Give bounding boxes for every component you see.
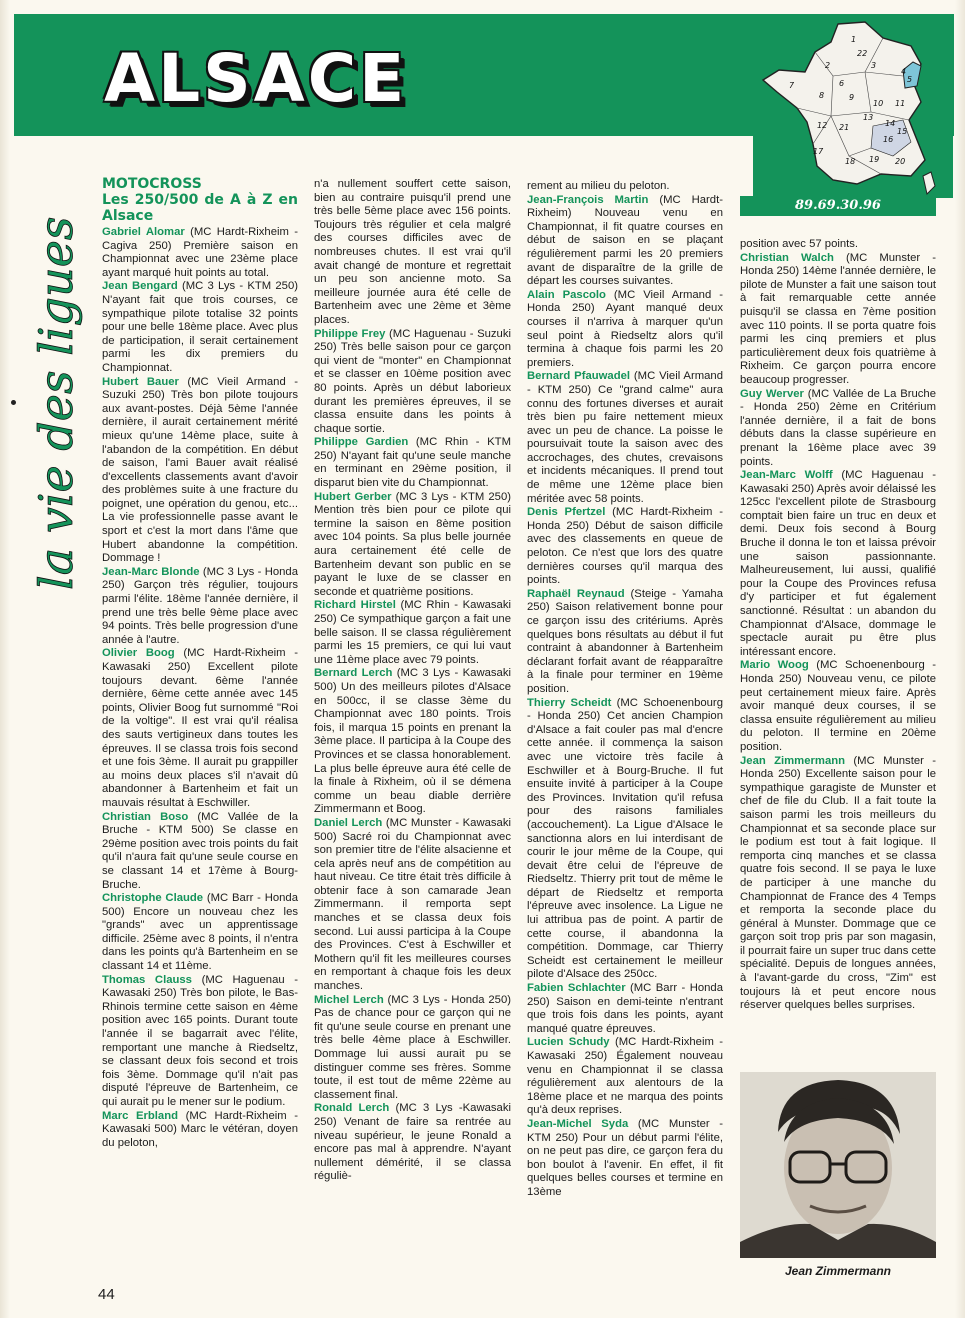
svg-text:21: 21 [839, 123, 850, 132]
rider-name: Philippe Gardien [314, 436, 409, 449]
rider-name: Christophe Claude [102, 892, 204, 905]
side-script-title [30, 180, 94, 600]
rider-name: Hubert Gerber [314, 490, 392, 503]
margin-dot [11, 400, 16, 405]
rider-entry [740, 388, 936, 470]
svg-text:1: 1 [851, 35, 857, 44]
rider-name: Raphaël Reynaud [527, 587, 625, 600]
rider-name: Mario Woog [740, 659, 809, 672]
rider-text: (MC Vallée de La Bruche - Honda 250) 2ème en Critérium l'année dernière, il a fait de bons débuts dans la classe supérieure en prenant la 16ème place avec 39 points. [740, 387, 936, 468]
rider-entry [102, 811, 298, 893]
svg-text:13: 13 [863, 113, 874, 122]
rider-entry [740, 238, 936, 252]
svg-text:18: 18 [845, 157, 856, 166]
rider-text: (MC 3 Lys - Honda 250) Pas de chance pour ce garçon qui ne fit qu'une seule course en prenant une très belle 4ème place à Eschwiller. Dommage lui aussi aurait pu se distinguer comme ses frères. Somme toute, il est tout de même 22ème au classement final. [314, 993, 511, 1101]
phone-number: 89.69.30.96 [740, 196, 936, 216]
rider-text: (MC Barr - Honda 500) Encore un nouveau chez les "grands" avec un apprentissage difficile. 25ème avec 8 points, il n'entra dans les points qu'à Bartenheim en se classant 14 et 11ème. [102, 892, 298, 973]
rider-entry [740, 252, 936, 388]
rider-name: Jean-François Martin [527, 193, 649, 206]
rider-text: (MC Schoenenbourg - Honda 250) Nouveau venu, ce pilote peut certainement mieux faire. Après avoir manqué deux courses, il se classa ensuite régulièrement au milieu du peloton. Il termine en 20ème position. [740, 659, 936, 753]
rider-entry [102, 892, 298, 974]
column-1 [102, 176, 298, 1150]
rider-entry [527, 370, 723, 506]
rider-name: Philippe Frey [314, 327, 386, 340]
rider-entry [314, 178, 511, 328]
svg-text:15: 15 [897, 127, 908, 136]
rider-name: Olivier Boog [102, 647, 175, 660]
svg-text:14: 14 [885, 119, 896, 128]
rider-name: Denis Pfertzel [527, 506, 606, 519]
svg-text:16: 16 [883, 135, 894, 144]
column-3 [527, 180, 723, 1200]
photo-caption: Jean Zimmermann [784, 1264, 892, 1278]
rider-name: Bernard Lerch [314, 667, 393, 680]
rider-entry [527, 982, 723, 1036]
svg-text:19: 19 [869, 155, 880, 164]
rider-entry [102, 1110, 298, 1151]
svg-text:20: 20 [895, 157, 906, 166]
rider-name: Michel Lerch [314, 993, 384, 1006]
svg-text:8: 8 [819, 91, 825, 100]
rider-name: Jean Zimmermann [740, 754, 846, 767]
rider-entry [102, 566, 298, 648]
rider-entry [314, 599, 511, 667]
rider-name: Ronald Lerch [314, 1102, 390, 1115]
svg-text:12: 12 [817, 121, 828, 130]
rider-text: (MC 3 Lys -Kawasaki 250) Venant de faire sa rentrée au niveau supérieur, le jeune Ronald a encore pas mal à apprendre. N'ayant nullement démérité, il se classa réguliè- [314, 1102, 511, 1183]
rider-name: Fabien Schlachter [527, 982, 626, 995]
rider-name: Thierry Scheidt [527, 696, 612, 709]
svg-text:2: 2 [825, 61, 831, 70]
rider-text: (MC 3 Lys - KTM 250) N'ayant fait que trois courses, ce sympathique pilote totalise 32 points pour une belle 18ème place. Avec plus de participation, il serait certainement parmi les dix premiers du Championnat. [102, 280, 298, 374]
rider-name: Lucien Schudy [527, 1036, 610, 1049]
rider-entry [102, 226, 298, 280]
svg-text:7: 7 [789, 81, 795, 90]
rider-text: (MC Hardt-Rixheim -Cagiva 250) Première saison en Championnat avec une 23ème place ayant marqué huit points au total. [102, 226, 298, 279]
rider-name: Thomas Clauss [102, 973, 192, 986]
side-script-text: la vie des ligues [30, 216, 83, 590]
rider-text: (MC Barr - Honda 250) Saison en demi-teinte n'entrant que trois fois dans les points, ayant manqué quatre épreuves. [527, 982, 723, 1035]
rider-entry [314, 667, 511, 817]
script-lettering-icon [30, 180, 94, 600]
rider-text: (MC Rhin - KTM 250) N'ayant fait qu'une seule manche en terminant en 29ème position, il disparut bien vite du Championnat. [314, 436, 511, 490]
rider-text: (MC Hardt-Rixheim - Kawasaki 250) Également nouveau venu en Championnat il se classa régulièrement aux alentours de la 18ème place et ne marqua des points qu'à deux reprises. [527, 1036, 723, 1117]
rider-text: (MC Hardt-Rixheim - Honda 250) Début de saison difficile avec des classements en queue de peloton. Ce n'est que lors des quatre dernières courses qu'il marqua des points. [527, 506, 723, 587]
rider-entry [740, 659, 936, 754]
rider-text: n'a nullement souffert cette saison, bien au contraire puisqu'il prend une très belle 5ème place avec 156 points. Toujours très régulier et cela malgré des courses difficiles avec de nombreuses chutes. Il est vrai qu'il avait changé de monture et regrettait un peu son ancienne moto. Sa meilleure journée aura été celle de Bartenheim avec une 2ème et 3ème places. [314, 178, 511, 326]
rider-text: (MC Munster - Kawasaki 500) Sacré roi du Championnat avec son premier titre de l'élite alsacienne et cela après neuf ans de compétition au haut niveau. Ce titre était très difficile à obtenir face à son camarade Jean Zimmermann. il remporta sept manches et se classa deux fois second. Lui aussi participa à la Coupe des Provinces. C'est à Eschwiller et Mothern qu'il fit les meilleures courses en remportant à chaque fois les deux manches. [314, 816, 511, 993]
rider-entry [102, 647, 298, 810]
rider-entry [527, 1036, 723, 1118]
rider-text: (MC Vieil Armand - Honda 250) Ayant manqué deux courses il n'arriva à marquer qu'un seul point à Riedseltz alors qu'il termina à chaque fois parmi les 20 premiers. [527, 288, 723, 369]
column-2 [314, 178, 511, 1184]
rider-entry [102, 974, 298, 1110]
rider-name: Christian Boso [102, 810, 189, 823]
svg-text:4: 4 [901, 67, 907, 76]
rider-name: Jean-Michel Syda [527, 1117, 629, 1130]
rider-name: Hubert Bauer [102, 375, 179, 388]
rider-text: (MC Vieil Armand - Suzuki 250) Très bon pilote toujours aux avant-postes. Déjà 5ème l'année dernière, il aurait certainement mérité mieux qu'une 14ème place, suite à l'abandon de la compétition. En début de saison, l'ami Bauer avait réalisé d'excellents classements avant d'avoir des problèmes suite à une fracture du poignet, une opération du genou, etc... La vie professionnelle passe avant le sport et c'est la mort dans l'âme que Hubert abandonne la compétition. Dommage ! [102, 375, 298, 565]
rider-name: Jean Bengard [102, 280, 178, 293]
svg-text:6: 6 [839, 79, 845, 88]
svg-text:17: 17 [813, 147, 824, 156]
rider-text: (MC 3 Lys - Honda 250) Garçon très régulier, toujours parmi l'élite. 18ème l'année dernière, il prend une très belle 9ème place avec 94 points. Très belle progression d'une année à l'autre. [102, 565, 298, 646]
portrait-photo-icon [740, 1072, 936, 1258]
svg-text:10: 10 [873, 99, 884, 108]
rider-text: (MC Schoenenbourg - Honda 250) Cet ancien Champion d'Alsace a fait couler pas mal d'encre cette année. il commença la saison avec une victoire très facile à Eschwiller et à Bourg-Bruche. Il fut ensuite invité à participer à la Coupe des Provinces. Invitation qu'il refusa pour des raisons familiales (accouchement). La Ligue d'Alsace le sanctionna alors en lui interdisant de courir le jour même de la Coupe, qui devait être celui de l'épreuve de Riedseltz. Thierry prit tout de même le départ de Riedseltz et remporta l'épreuve avec insolence. La Ligue ne lui attribua pas de point. A partir de cette course, il abandonna la compétition. Dommage, car Thierry Scheidt est certainement le meilleur pilote d'Alsace des 250cc. [527, 696, 723, 981]
rider-text: rement au milieu du peloton. [527, 180, 670, 192]
rider-text: (MC Haguenau - Suzuki 250) Très belle saison pour ce garçon qui vient de "monter" en Championnat et se classer en 10ème position avec 80 points. Après un début laborieux durant les premières épreuves, il se classa ensuite dans les points à chaque sortie. [314, 327, 512, 435]
rider-photo [740, 1072, 936, 1258]
rider-entry [102, 280, 298, 375]
rider-text: (MC Munster - KTM 250) Pour un début parmi l'élite, on ne peut pas dire, ce garçon fera du bon boulot à l'avenir. En effet, il fit quelques belles courses et termine en 13ème [527, 1117, 723, 1198]
rider-entry [740, 469, 936, 659]
rider-text: (MC Haguenau - Kawasaki 250) Très bon pilote, le Bas-Rhinois termine cette saison en 4ème position avec 165 points. Durant toute l'année il se bagarrait avec l'élite, remportant une manche à Riedseltz, se classant deux fois second et trois fois 3ème. Dommage qu'il n'ait pas disputé l'épreuve de Bartenheim, ce qui aurait pu le mener sur le podium. [102, 973, 298, 1108]
rider-entry [314, 491, 511, 600]
rider-entry [314, 328, 511, 437]
rider-text: (MC 3 Lys - KTM 250) Mention très bien pour ce pilote qui termine la saison en 8ème position avec 104 points. Sa plus belle journée aura certainement été celle de Bartenheim devant son public en se payant le luxe de se classer en seconde et quatrième positions. [314, 490, 511, 598]
rider-text: (MC 3 Lys - Kawasaki 500) Un des meilleurs pilotes d'Alsace en 500cc, il se classe 3ème du Championnat avec 180 points. Trois fois, il marqua 15 points en prenant la 3ème place. Il participa à la Coupe des Provinces et se classa honorablement. La plus belle épreuve aura été celle de la finale à Rixheim, où il se démena comme un beau diable derrière Zimmermann et Boog. [314, 667, 511, 816]
france-map [753, 16, 953, 198]
rider-entry [314, 436, 511, 490]
rider-name: Guy Werver [740, 387, 804, 400]
rider-entry [527, 1118, 723, 1200]
rider-entry [314, 1102, 511, 1184]
page-title: ALSACE [104, 40, 408, 117]
section-subtitle: Les 250/500 de A à Z en Alsace [102, 192, 298, 224]
rider-text: (MC Munster - Honda 250) Excellente saison pour le sympathique garagiste de Munster et chef de file du Club. Il a fait toute la saison parmi les trois meilleurs du Championnat et sa seconde place sur le podium est tout à fait logique. Il remporta cinq manches et se classa quatre fois second. Il se paya le luxe de participer à une manche du Championnat de France des 4 Temps et remporta la seconde place du général à Munster. Dommage que ce garçon soit trop pris par son magasin, il pourrait faire un super truc dans cette spécialité. Depuis de longues années, à l'avant-garde du cross, "Zim" est toujours là et peut encore nous réserver quelques belles surprises. [740, 754, 936, 1012]
column-4 [740, 238, 936, 1013]
svg-text:5: 5 [907, 75, 913, 84]
svg-text:9: 9 [849, 93, 855, 102]
rider-entry [740, 755, 936, 1013]
rider-text: (Steige - Yamaha 250) Saison relativement bonne pour ce garçon issu des critériums. Après quelques bons résultats au début il fut contraint à abandonner à Bartenheim déclarant forfait avant de réapparaître à la finale pour terminer en 19ème position. [527, 587, 723, 695]
svg-text:3: 3 [871, 61, 877, 70]
rider-text: (MC Hardt-Rixheim) Nouveau venu en Championnat, il fit quatre courses en début de saison en se plaçant régulièrement parmi les 20 premiers avant de disparaître de la grille de départ les courses suivantes. [527, 193, 723, 288]
rider-entry [527, 180, 723, 194]
rider-name: Bernard Pfauwadel [527, 370, 631, 383]
rider-entry [314, 994, 511, 1103]
section-title: MOTOCROSS [102, 176, 202, 192]
svg-text:22: 22 [857, 49, 868, 58]
rider-entry [527, 289, 723, 371]
rider-name: Alain Pascolo [527, 288, 606, 301]
rider-name: Gabriel Alomar [102, 226, 185, 238]
rider-text: (MC Hardt-Rixheim - Kawasaki 250) Excellent pilote toujours devant. 6ème l'année dernière, 6ème cette année avec 145 points, Olivier Boog fut surnommé "Roi de la voltige". Il est vrai qu'il réalisa des sauts vertigineux dans toutes les épreuves. Il se classa trois fois second et une fois 3ème. Il aurait pu grappiller au moins deux places s'il n'avait dû abandonner à Bartenheim et fait un mauvais résultat à Eschwiller. [102, 647, 298, 809]
rider-entry [527, 588, 723, 697]
rider-text: (MC Munster - Honda 250) 14ème l'année dernière, le pilote de Munster a fait une saison tout à fait remarquable cette année puisqu'il se classa en 7ème position avec 110 points. Il se porta quatre fois parmi les cinq premiers et plus particulièrement deux fois quatrième à Rixheim. Ce garçon pourra encore beaucoup progresser. [740, 251, 936, 386]
rider-name: Christian Walch [740, 251, 834, 264]
france-map-icon [753, 16, 953, 198]
rider-name: Richard Hirstel [314, 599, 396, 612]
rider-text: (MC Vallée de la Bruche - KTM 500) Se classe en 29ème position avec trois points du fait qu'il n'aura fait qu'une seule course en se classant 14 et 17ème à Bourg-Bruche. [102, 810, 298, 891]
rider-text: (MC Haguenau - Kawasaki 250) Après avoir délaissé les 125cc l'excellent pilote de Strasbourg comptait bien faire un truc en deux et demi. Deux fois second à Bourg Bruche il donna le ton et laissa prévoir une saison passionnante. Malheureusement, lui aussi, qualifié pour la Coupe des Provinces refusa d'y participer et fut également sanctionné. Résultat : un abandon du Championnat d'Alsace, dommage le spectacle aurait pu être plus intéressant encore. [740, 469, 936, 658]
rider-name: Jean-Marc Blonde [102, 565, 200, 578]
rider-entry [527, 697, 723, 982]
rider-name: Marc Erbland [102, 1109, 178, 1122]
rider-entry [527, 506, 723, 588]
rider-name: Jean-Marc Wolff [740, 469, 833, 482]
rider-text: (MC Vieil Armand - KTM 250) Ce "grand calme" aura connu des fortunes diverses et aurait très bien pu faire nettement mieux avec un peu de chance. La poisse le poursuivait toute la saison avec des accrochages, des chutes, crevaisons et incidents mécaniques. Il prend tout de même une 12ème place bien méritée avec 58 points. [527, 370, 723, 505]
rider-text: position avec 57 points. [740, 238, 859, 250]
page-number: 44 [98, 1286, 115, 1303]
svg-text:11: 11 [895, 99, 906, 108]
rider-text: (MC Rhin - Kawasaki 250) Ce sympathique garçon a fait une belle saison. Il se classa régulièrement parmi les 15 premiers, ce qui lui vaut une 11ème place avec 79 points. [314, 599, 511, 666]
rider-name: Daniel Lerch [314, 816, 383, 829]
rider-entry [102, 376, 298, 566]
rider-text: (MC Hardt-Rixheim - Kawasaki 500) Marc le vétéran, doyen du peloton, [102, 1109, 298, 1149]
rider-entry [527, 194, 723, 289]
rider-entry [314, 817, 511, 994]
